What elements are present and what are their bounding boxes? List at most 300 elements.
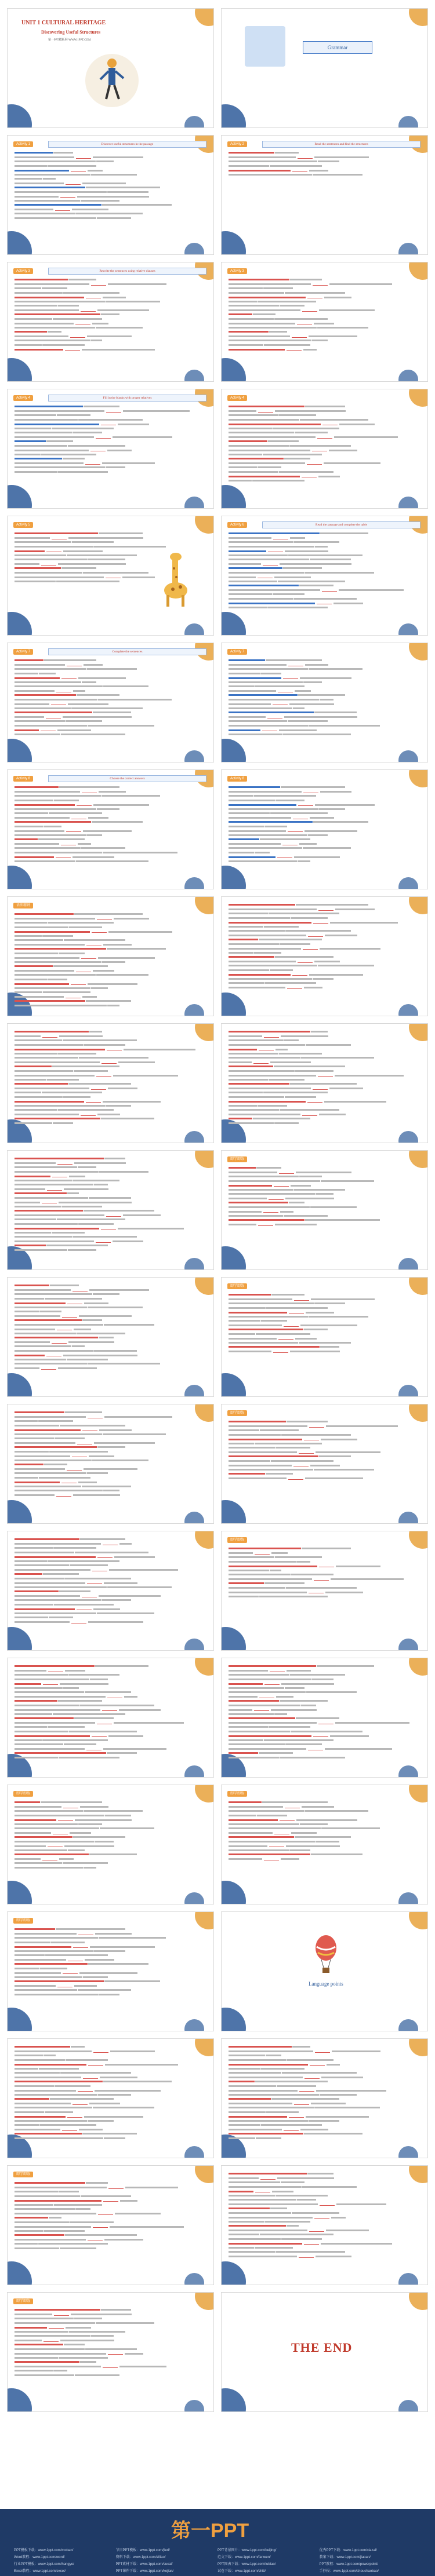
text-line xyxy=(14,423,206,427)
text-placeholder xyxy=(14,1832,51,1834)
text-line xyxy=(229,1070,420,1074)
text-placeholder xyxy=(229,860,297,862)
text-line xyxy=(14,1477,206,1481)
text-line xyxy=(229,2115,420,2119)
text-line xyxy=(14,1867,206,1871)
text-line xyxy=(14,1963,206,1967)
text-placeholder xyxy=(102,795,160,797)
answer-blank xyxy=(285,1806,300,1808)
text-placeholder xyxy=(229,2081,255,2082)
answer-blank xyxy=(53,1832,68,1834)
text-placeholder xyxy=(92,323,108,324)
text-line xyxy=(14,2055,206,2059)
text-line xyxy=(14,711,206,716)
text-placeholder xyxy=(14,1801,40,1803)
text-line xyxy=(14,2115,206,2119)
text-line xyxy=(14,2370,206,2374)
text-placeholder xyxy=(280,1700,328,1702)
text-line xyxy=(229,729,420,733)
text-placeholder xyxy=(14,2204,53,2206)
text-placeholder xyxy=(14,1722,95,1724)
slide-19 xyxy=(7,1150,214,1270)
text-placeholder xyxy=(229,471,278,473)
text-line xyxy=(229,546,420,550)
footer-link[interactable]: PPT背景图片：www.1ppt.com/beijing/ xyxy=(217,2549,277,2552)
text-placeholder xyxy=(281,786,345,788)
text-line xyxy=(229,1189,420,1193)
text-placeholder xyxy=(229,1057,300,1059)
text-placeholder xyxy=(14,1341,50,1343)
text-placeholder xyxy=(14,1731,68,1732)
text-line xyxy=(229,961,420,965)
footer-link[interactable]: Excel教程：www.1ppt.com/excel/ xyxy=(14,2570,66,2573)
text-placeholder xyxy=(264,1582,304,1584)
answer-blank xyxy=(314,1578,329,1581)
text-placeholder xyxy=(310,1206,357,1208)
text-line xyxy=(229,947,420,951)
text-placeholder xyxy=(42,344,85,346)
text-placeholder xyxy=(113,1240,143,1242)
text-placeholder xyxy=(83,572,148,574)
text-placeholder xyxy=(229,681,303,683)
text-placeholder xyxy=(14,1538,79,1540)
text-placeholder xyxy=(229,2129,282,2130)
footer-link[interactable]: 优秀PPT下载：www.1ppt.com/xiazai/ xyxy=(319,2549,377,2552)
answer-blank xyxy=(294,2103,309,2105)
text-placeholder xyxy=(48,1726,85,1728)
text-line xyxy=(229,812,420,816)
text-placeholder xyxy=(306,1691,357,1693)
answer-blank xyxy=(274,1832,289,1834)
text-line xyxy=(229,2186,420,2190)
text-placeholder xyxy=(14,856,54,858)
text-line xyxy=(14,1425,206,1429)
answer-blank xyxy=(322,423,338,425)
answer-blank xyxy=(292,169,307,172)
footer-link[interactable]: Word教程：www.1ppt.com/word/ xyxy=(14,2556,65,2559)
text-placeholder xyxy=(125,2187,178,2188)
text-placeholder xyxy=(324,1101,386,1103)
text-line xyxy=(14,2191,206,2195)
slide-27 xyxy=(7,1658,214,1778)
text-line xyxy=(14,2195,206,2199)
text-placeholder xyxy=(14,1717,74,1719)
text-placeholder xyxy=(292,2212,339,2214)
text-placeholder xyxy=(106,466,125,468)
text-placeholder xyxy=(14,1543,101,1545)
text-placeholder xyxy=(229,2094,319,2096)
text-placeholder xyxy=(118,1228,184,1229)
footer-link[interactable]: 节日PPT模板：www.1ppt.com/jieri/ xyxy=(115,2549,170,2552)
decor-circle xyxy=(195,2165,214,2183)
text-line xyxy=(14,699,206,703)
text-placeholder xyxy=(14,2081,103,2082)
text-placeholder xyxy=(295,1338,317,1340)
text-line xyxy=(229,860,420,864)
footer-logo[interactable] xyxy=(171,2515,249,2543)
text-placeholder xyxy=(309,725,380,727)
decor-circle xyxy=(409,1911,428,1929)
text-placeholder xyxy=(314,711,357,713)
text-placeholder xyxy=(14,1092,41,1093)
text-placeholder xyxy=(14,677,60,679)
text-placeholder xyxy=(229,563,261,565)
text-placeholder xyxy=(229,1801,262,1803)
text-placeholder xyxy=(14,344,42,346)
text-placeholder xyxy=(14,2344,63,2345)
text-placeholder xyxy=(330,922,398,924)
slide-body xyxy=(229,152,420,249)
text-line xyxy=(229,340,420,344)
text-placeholder xyxy=(14,953,58,954)
footer-link[interactable]: 教案下载：www.1ppt.com/jiaoan/ xyxy=(319,2556,371,2559)
activity-tag: Activity 5 xyxy=(13,522,33,528)
footer-link[interactable]: PPT教程：www.1ppt.com/powerpoint/ xyxy=(319,2563,378,2566)
text-placeholder xyxy=(14,838,38,840)
text-placeholder xyxy=(93,711,131,713)
text-placeholder xyxy=(92,1460,148,1461)
text-line xyxy=(229,1827,420,1831)
text-placeholder xyxy=(14,1101,84,1103)
text-placeholder xyxy=(14,1329,55,1330)
text-placeholder xyxy=(280,1211,293,1213)
text-placeholder xyxy=(107,948,166,950)
text-line xyxy=(229,1836,420,1840)
cover-illustration xyxy=(77,46,147,115)
text-placeholder xyxy=(103,852,177,853)
text-line xyxy=(14,685,206,689)
text-line xyxy=(14,965,206,969)
text-line xyxy=(229,973,420,977)
text-placeholder xyxy=(14,957,79,959)
answer-blank xyxy=(287,348,302,351)
text-placeholder xyxy=(14,1604,53,1606)
text-placeholder xyxy=(91,174,137,176)
footer-link[interactable]: 资料下载：www.1ppt.com/ziliao/ xyxy=(115,2556,166,2559)
answer-blank xyxy=(307,1100,322,1103)
footer-link[interactable]: PPT模板下载：www.1ppt.com/moban/ xyxy=(14,2549,74,2552)
text-line xyxy=(229,1810,420,1814)
text-placeholder xyxy=(229,1066,273,1067)
text-placeholder xyxy=(59,1035,103,1037)
text-placeholder xyxy=(276,1447,310,1448)
text-placeholder xyxy=(229,301,258,302)
text-line xyxy=(14,2098,206,2102)
text-line xyxy=(229,1337,420,1341)
answer-blank xyxy=(41,1367,56,1370)
footer-link[interactable]: PPT图表下载：www.1ppt.com/tubiao/ xyxy=(217,2563,276,2566)
text-line xyxy=(14,1823,206,1827)
text-placeholder xyxy=(14,2195,80,2197)
footer-link[interactable]: 手抄报：www.1ppt.com/shouchaobao/ xyxy=(319,2570,379,2573)
text-placeholder xyxy=(100,2077,137,2078)
text-line xyxy=(229,1548,420,1552)
text-line xyxy=(229,1061,420,1066)
text-line xyxy=(14,187,206,191)
text-placeholder xyxy=(229,1696,258,1698)
text-placeholder xyxy=(77,694,119,696)
text-placeholder xyxy=(229,160,317,162)
text-placeholder xyxy=(285,1198,334,1199)
text-placeholder xyxy=(229,908,317,910)
slide-body xyxy=(229,279,420,375)
text-placeholder xyxy=(14,694,76,696)
text-placeholder xyxy=(14,327,95,329)
text-placeholder xyxy=(14,2111,44,2113)
text-placeholder xyxy=(66,2059,108,2061)
text-placeholder xyxy=(14,2050,92,2052)
text-placeholder xyxy=(271,1709,317,1711)
text-placeholder xyxy=(14,1845,46,1847)
text-placeholder xyxy=(252,480,304,481)
text-placeholder xyxy=(331,1578,404,1580)
text-placeholder xyxy=(103,685,148,687)
text-placeholder xyxy=(305,664,328,666)
text-line xyxy=(229,2203,420,2208)
text-line xyxy=(14,1743,206,1747)
text-placeholder xyxy=(229,821,313,823)
text-placeholder xyxy=(97,1446,125,1448)
text-placeholder xyxy=(57,1218,125,1220)
text-placeholder xyxy=(71,707,143,709)
text-placeholder xyxy=(114,1722,184,1724)
footer-link[interactable]: PPT课件下载：www.1ppt.com/kejian/ xyxy=(115,2570,174,2573)
text-placeholder xyxy=(79,1705,154,1706)
text-placeholder xyxy=(335,1075,404,1077)
text-placeholder xyxy=(14,808,96,810)
text-line xyxy=(14,2344,206,2348)
text-placeholder xyxy=(229,532,320,534)
text-placeholder xyxy=(309,2120,339,2122)
text-placeholder xyxy=(335,908,375,910)
footer-link[interactable]: 行业PPT模板：www.1ppt.com/hangye/ xyxy=(14,2563,74,2566)
text-line xyxy=(229,532,420,537)
text-line xyxy=(14,204,206,208)
text-placeholder xyxy=(48,165,96,167)
text-line xyxy=(229,589,420,593)
text-placeholder xyxy=(271,1552,288,1554)
text-placeholder xyxy=(67,1192,79,1194)
text-line xyxy=(229,2221,420,2225)
text-placeholder xyxy=(50,2098,114,2100)
text-placeholder xyxy=(83,1976,108,1978)
text-placeholder xyxy=(14,567,61,569)
text-placeholder xyxy=(261,1320,287,1322)
answer-blank xyxy=(76,970,91,972)
activity-tag: Activity 7 xyxy=(227,649,247,655)
text-placeholder xyxy=(229,852,254,853)
text-line xyxy=(229,1591,420,1595)
text-line xyxy=(14,406,206,410)
text-placeholder xyxy=(229,1429,259,1431)
footer-link[interactable]: PPT素材下载：www.1ppt.com/sucai/ xyxy=(115,2563,173,2566)
answer-blank xyxy=(78,1933,93,1935)
text-placeholder xyxy=(253,952,281,954)
text-placeholder xyxy=(229,922,311,924)
footer-link[interactable]: 试卷下载：www.1ppt.com/shiti/ xyxy=(217,2570,266,2573)
slide-4 xyxy=(221,135,428,255)
text-line xyxy=(229,1691,420,1695)
text-placeholder xyxy=(14,1743,63,1745)
text-placeholder xyxy=(316,1193,334,1195)
text-placeholder xyxy=(290,1674,345,1676)
footer-link[interactable]: 范文下载：www.1ppt.com/fanwen/ xyxy=(217,2556,271,2559)
answer-blank xyxy=(318,1722,334,1724)
text-line xyxy=(229,1342,420,1346)
text-placeholder xyxy=(229,699,319,700)
text-placeholder xyxy=(229,1823,299,1825)
text-line xyxy=(14,830,206,834)
text-placeholder xyxy=(64,1743,96,1745)
text-line xyxy=(14,913,206,917)
text-placeholder xyxy=(82,1486,131,1487)
text-line xyxy=(229,1748,420,1752)
text-placeholder xyxy=(302,1548,351,1549)
text-line xyxy=(14,1806,206,1810)
text-placeholder xyxy=(263,287,293,289)
text-line xyxy=(229,1122,420,1126)
text-placeholder xyxy=(103,1490,119,1491)
text-line xyxy=(14,2366,206,2370)
text-placeholder xyxy=(73,1236,137,1238)
text-line xyxy=(14,1819,206,1823)
text-placeholder xyxy=(14,1240,94,1242)
text-placeholder xyxy=(14,1599,102,1601)
text-line xyxy=(229,1302,420,1307)
text-placeholder xyxy=(300,1325,357,1326)
text-placeholder xyxy=(14,931,90,933)
text-line xyxy=(14,1569,206,1573)
text-placeholder xyxy=(14,1752,106,1754)
text-line xyxy=(14,1214,206,1218)
text-line xyxy=(14,1302,206,1306)
answer-blank xyxy=(88,1416,103,1418)
text-placeholder xyxy=(229,1105,258,1107)
text-line xyxy=(229,1853,420,1858)
text-placeholder xyxy=(290,279,322,280)
answer-blank xyxy=(66,830,81,832)
slide-18 xyxy=(221,1023,428,1143)
text-placeholder xyxy=(14,2374,74,2376)
answer-blank xyxy=(288,664,303,666)
text-placeholder xyxy=(229,1679,311,1680)
text-placeholder xyxy=(229,2046,292,2048)
text-placeholder xyxy=(229,1167,256,1169)
text-line xyxy=(14,1446,206,1450)
text-placeholder xyxy=(229,1176,299,1177)
text-line xyxy=(14,1079,206,1083)
text-placeholder xyxy=(279,729,317,731)
text-placeholder xyxy=(285,1687,304,1689)
text-placeholder xyxy=(103,1433,166,1435)
text-line xyxy=(14,1468,206,1472)
text-placeholder xyxy=(276,800,304,801)
text-line xyxy=(14,2221,206,2225)
text-line xyxy=(14,296,206,300)
answer-blank xyxy=(76,156,91,159)
text-placeholder xyxy=(294,1189,345,1191)
text-line xyxy=(14,659,206,663)
text-line xyxy=(14,1240,206,1245)
text-placeholder xyxy=(84,2116,143,2118)
text-line xyxy=(229,462,420,466)
text-placeholder xyxy=(14,2120,87,2122)
text-line xyxy=(229,1083,420,1087)
text-line xyxy=(229,2055,420,2059)
text-line xyxy=(14,217,206,221)
text-line xyxy=(229,550,420,554)
text-placeholder xyxy=(229,1075,316,1077)
text-placeholder xyxy=(14,965,53,967)
text-line xyxy=(229,2103,420,2107)
text-line xyxy=(14,1490,206,1494)
text-placeholder xyxy=(229,1088,311,1089)
decor-circle xyxy=(409,2292,428,2310)
text-placeholder xyxy=(43,178,56,180)
text-placeholder xyxy=(14,830,64,832)
decor-circle xyxy=(221,104,246,128)
text-placeholder xyxy=(229,406,304,407)
text-line xyxy=(14,948,206,952)
answer-blank xyxy=(279,1172,294,1174)
text-placeholder xyxy=(73,690,85,692)
text-placeholder xyxy=(88,983,137,985)
text-line xyxy=(229,428,420,432)
decor-circle xyxy=(221,2008,246,2031)
answer-blank xyxy=(289,2115,304,2118)
text-line xyxy=(14,800,206,804)
text-placeholder xyxy=(229,1109,279,1111)
text-line xyxy=(229,2111,420,2115)
text-line xyxy=(229,563,420,567)
text-placeholder xyxy=(14,795,102,797)
text-line xyxy=(14,1249,206,1253)
text-line xyxy=(229,1088,420,1092)
text-placeholder xyxy=(229,843,281,845)
text-line xyxy=(14,2129,206,2133)
text-placeholder xyxy=(229,414,278,416)
text-placeholder xyxy=(14,716,44,718)
text-placeholder xyxy=(267,607,328,608)
text-line xyxy=(229,826,420,830)
text-placeholder xyxy=(87,335,132,337)
answer-blank xyxy=(77,1608,92,1610)
answer-blank xyxy=(320,2203,335,2206)
text-line xyxy=(229,1582,420,1586)
text-placeholder xyxy=(79,1315,132,1317)
answer-blank xyxy=(63,1972,78,1974)
text-placeholder xyxy=(14,1289,71,1291)
text-placeholder xyxy=(14,2230,43,2232)
text-placeholder xyxy=(14,1079,46,1081)
text-placeholder xyxy=(14,1455,70,1457)
text-placeholder xyxy=(304,2133,362,2134)
slide-body xyxy=(14,1665,206,1771)
activity-tag: 即学即练 xyxy=(227,1537,247,1543)
cover-url[interactable]: 第一PPT模板网-WWW.1PPT.COM xyxy=(48,39,91,42)
text-line xyxy=(229,2124,420,2128)
text-placeholder xyxy=(75,2374,119,2376)
text-line xyxy=(14,1109,206,1113)
slide-body xyxy=(14,786,206,883)
text-line xyxy=(14,1752,206,1756)
answer-blank xyxy=(282,843,298,845)
text-placeholder xyxy=(229,2181,280,2183)
hot-air-balloon-illustration xyxy=(314,1935,338,1976)
text-line xyxy=(229,1438,420,1442)
text-placeholder xyxy=(14,1815,104,1816)
text-placeholder xyxy=(325,935,357,936)
